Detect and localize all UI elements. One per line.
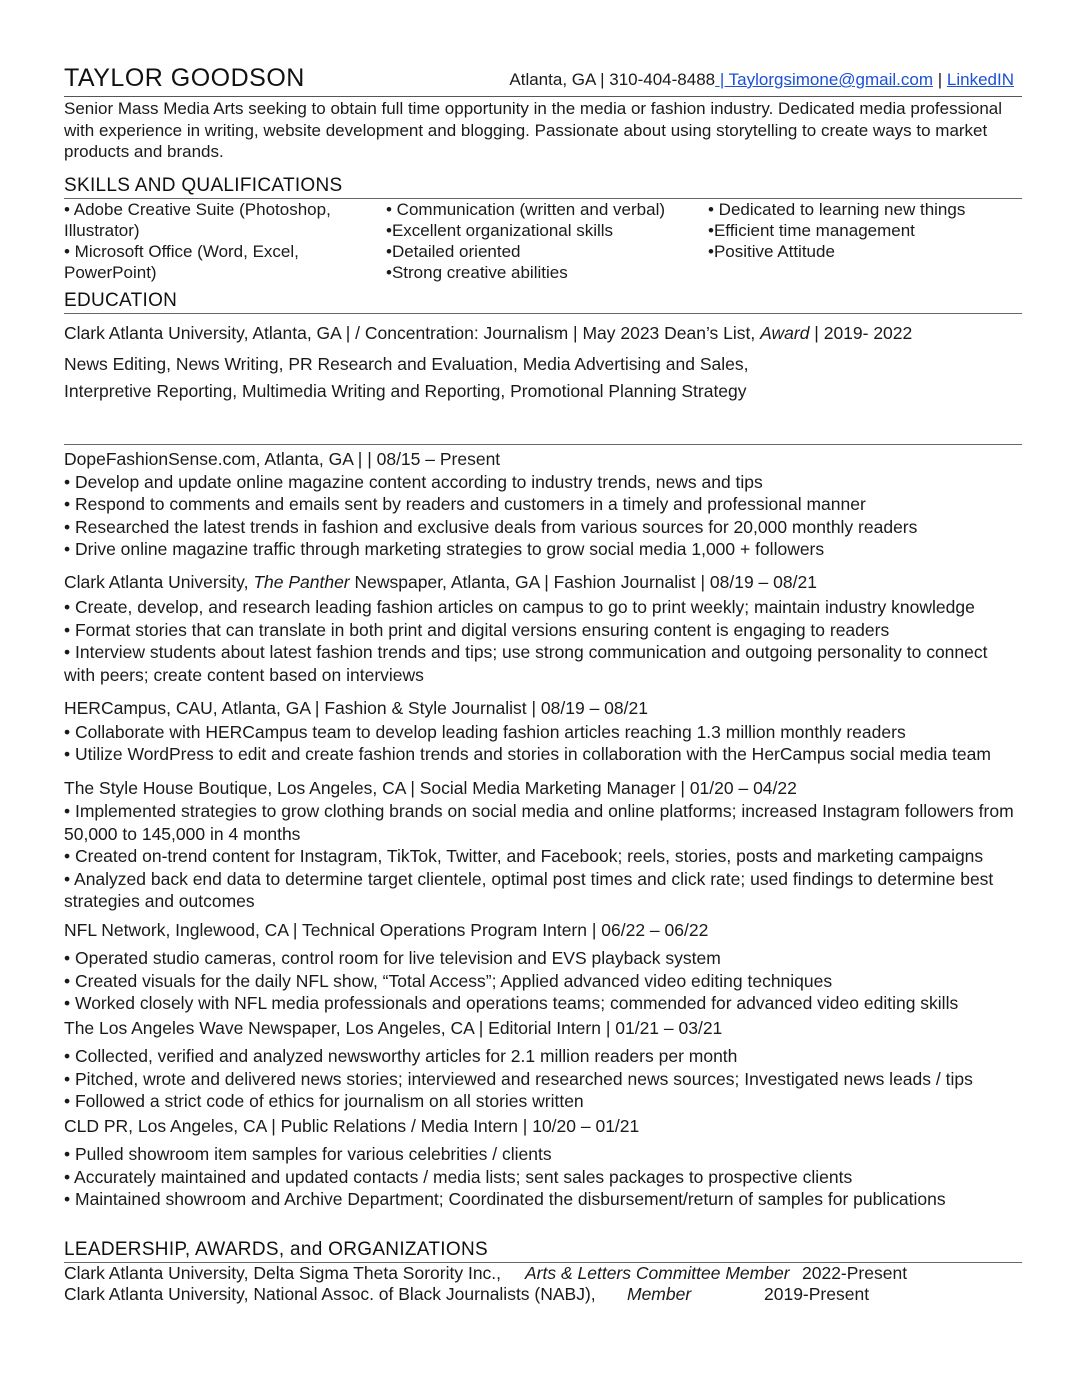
linkedin-link[interactable]: LinkedIN (946, 70, 1014, 89)
resume-header (64, 62, 1022, 97)
job-header-org: Clark Atlanta University, (64, 571, 254, 592)
location-phone: Atlanta, GA | 310-404-8488 (509, 70, 716, 89)
skill-item: •Efficient time management (708, 220, 915, 240)
skill-item: •Strong creative abilities (386, 262, 568, 282)
job-header-details: Newspaper, Atlanta, GA | Fashion Journalist | 08/19 – 08/21 (349, 571, 817, 592)
skill-item: •Detailed oriented (386, 241, 521, 261)
skills-column-1 (64, 199, 386, 283)
skills-column-3 (708, 199, 1022, 283)
job-bullet: • Operated studio cameras, control room for live television and EVS playback system (64, 948, 721, 968)
experience-divider (64, 444, 1022, 445)
summary-paragraph: Senior Mass Media Arts seeking to obtain full time opportunity in the media or fashion industry. Dedicated media professional with experience in writing, website development and blogging. Passionate about using storytelling to create ways to market products and brands. (64, 99, 1003, 161)
education-details: Clark Atlanta University, Atlanta, GA | / Concentration: Journalism | May 2023 Dean’s List, (64, 322, 761, 343)
education-entry (64, 322, 1022, 345)
coursework-line-2: Interpretive Reporting, Multimedia Writing and Reporting, Promotional Planning Strategy (64, 380, 747, 401)
job-header: HERCampus, CAU, Atlanta, GA | Fashion & Style Journalist | 08/19 – 08/21 (64, 698, 648, 718)
job-bullet: • Interview students about latest fashion trends and tips; use strong communication and outgoing personality to connect with peers; create content based on interviews (64, 642, 988, 685)
job-bullet: • Analyzed back end data to determine target clientele, optimal post times and click rate; used findings to determine best strategies and outcomes (64, 868, 994, 911)
experience-list (64, 448, 1022, 1211)
job-bullet: • Maintained showroom and Archive Department; Coordinated the disbursement/return of samples for publications (64, 1189, 946, 1209)
organization-row (64, 1263, 1022, 1284)
education-award: Award (760, 322, 810, 343)
job-bullet: • Develop and update online magazine content according to industry trends, news and tips (64, 471, 763, 492)
job-header: NFL Network, Inglewood, CA | Technical Operations Program Intern | 06/22 – 06/22 (64, 919, 709, 940)
job-bullet: • Accurately maintained and updated contacts / media lists; sent sales packages to prospective clients (64, 1166, 853, 1187)
job-bullet: • Pulled showroom item samples for various celebrities / clients (64, 1144, 552, 1164)
job-bullet: • Followed a strict code of ethics for journalism on all stories written (64, 1091, 584, 1111)
skill-item: • Dedicated to learning new things (708, 199, 966, 219)
skill-item: •Positive Attitude (708, 241, 835, 261)
job-bullet: • Utilize WordPress to edit and create fashion trends and stories in collaboration with the HerCampus social media team (64, 744, 991, 764)
education-section-title: EDUCATION (64, 289, 1022, 314)
email-link[interactable]: | Taylorgsimone@gmail.com (715, 70, 934, 89)
coursework-line-1: News Editing, News Writing, PR Research and Evaluation, Media Advertising and Sales, (64, 354, 749, 374)
job-bullet: • Respond to comments and emails sent by readers and customers in a timely and professional manner (64, 494, 866, 514)
contact-info (509, 70, 1014, 90)
job-header (64, 571, 1022, 594)
job-bullet: • Collaborate with HERCampus team to develop leading fashion articles reaching 1.3 million monthly readers (64, 721, 906, 742)
organization-role: Member (627, 1283, 692, 1304)
education-dates: | 2019- 2022 (809, 322, 913, 343)
skill-item: • Microsoft Office (Word, Excel, PowerPoint) (64, 241, 299, 282)
skills-column-2 (386, 199, 708, 283)
organization-row (64, 1284, 1022, 1305)
job-bullet: • Format stories that can translate in both print and digital versions ensuring content is engaging to readers (64, 619, 890, 640)
skills-section-title: SKILLS AND QUALIFICATIONS (64, 174, 1022, 199)
skills-list (64, 199, 1022, 283)
skill-item: • Adobe Creative Suite (Photoshop, Illustrator) (64, 199, 331, 240)
job-bullet: • Pitched, wrote and delivered news stories; interviewed and researched news sources; Investigated news leads / tips (64, 1068, 973, 1089)
organization-role: Arts & Letters Committee Member (525, 1262, 790, 1283)
leadership-section-title: LEADERSHIP, AWARDS, and ORGANIZATIONS (64, 1238, 1022, 1263)
skill-item: •Excellent organizational skills (386, 220, 614, 240)
job-bullet: • Implemented strategies to grow clothing brands on social media and online platforms; increased Instagram followers from 50,000 to 145,000 in 4 months (64, 801, 1014, 844)
job-bullet: • Collected, verified and analyzed newsworthy articles for 2.1 million readers per month (64, 1046, 738, 1066)
job-bullet: • Worked closely with NFL media professionals and operations teams; commended for advanced video editing skills (64, 993, 959, 1013)
organization-dates: 2022-Present (802, 1262, 908, 1283)
job-bullet: • Drive online magazine traffic through marketing strategies to grow social media 1,000 + followers (64, 539, 825, 559)
job-header-publication: The Panther (253, 571, 350, 592)
job-header: CLD PR, Los Angeles, CA | Public Relations / Media Intern | 10/20 – 01/21 (64, 1115, 640, 1136)
organization-name: Clark Atlanta University, Delta Sigma Theta Sorority Inc., (64, 1262, 502, 1283)
job-bullet: • Researched the latest trends in fashion and exclusive deals from various sources for 20,000 monthly readers (64, 516, 918, 537)
job-bullet: • Created on-trend content for Instagram, TikTok, Twitter, and Facebook; reels, stories, posts and marketing campaigns (64, 846, 984, 866)
contact-separator: | (933, 70, 947, 89)
job-header: DopeFashionSense.com, Atlanta, GA | | 08/15 – Present (64, 449, 501, 469)
job-header: The Style House Boutique, Los Angeles, CA | Social Media Marketing Manager | 01/20 – 04/22 (64, 777, 797, 798)
job-bullet: • Create, develop, and research leading fashion articles on campus to go to print weekly; maintain industry knowledge (64, 597, 975, 617)
job-header: The Los Angeles Wave Newspaper, Los Angeles, CA | Editorial Intern | 01/21 – 03/21 (64, 1017, 723, 1038)
candidate-name: TAYLOR GOODSON (64, 64, 305, 92)
organization-name: Clark Atlanta University, National Assoc. of Black Journalists (NABJ), (64, 1283, 596, 1304)
skill-item: • Communication (written and verbal) (386, 199, 666, 219)
resume-page (64, 62, 1022, 1305)
organization-dates: 2019-Present (764, 1283, 870, 1304)
job-bullet: • Created visuals for the daily NFL show, “Total Access”; Applied advanced video editing techniques (64, 970, 833, 991)
